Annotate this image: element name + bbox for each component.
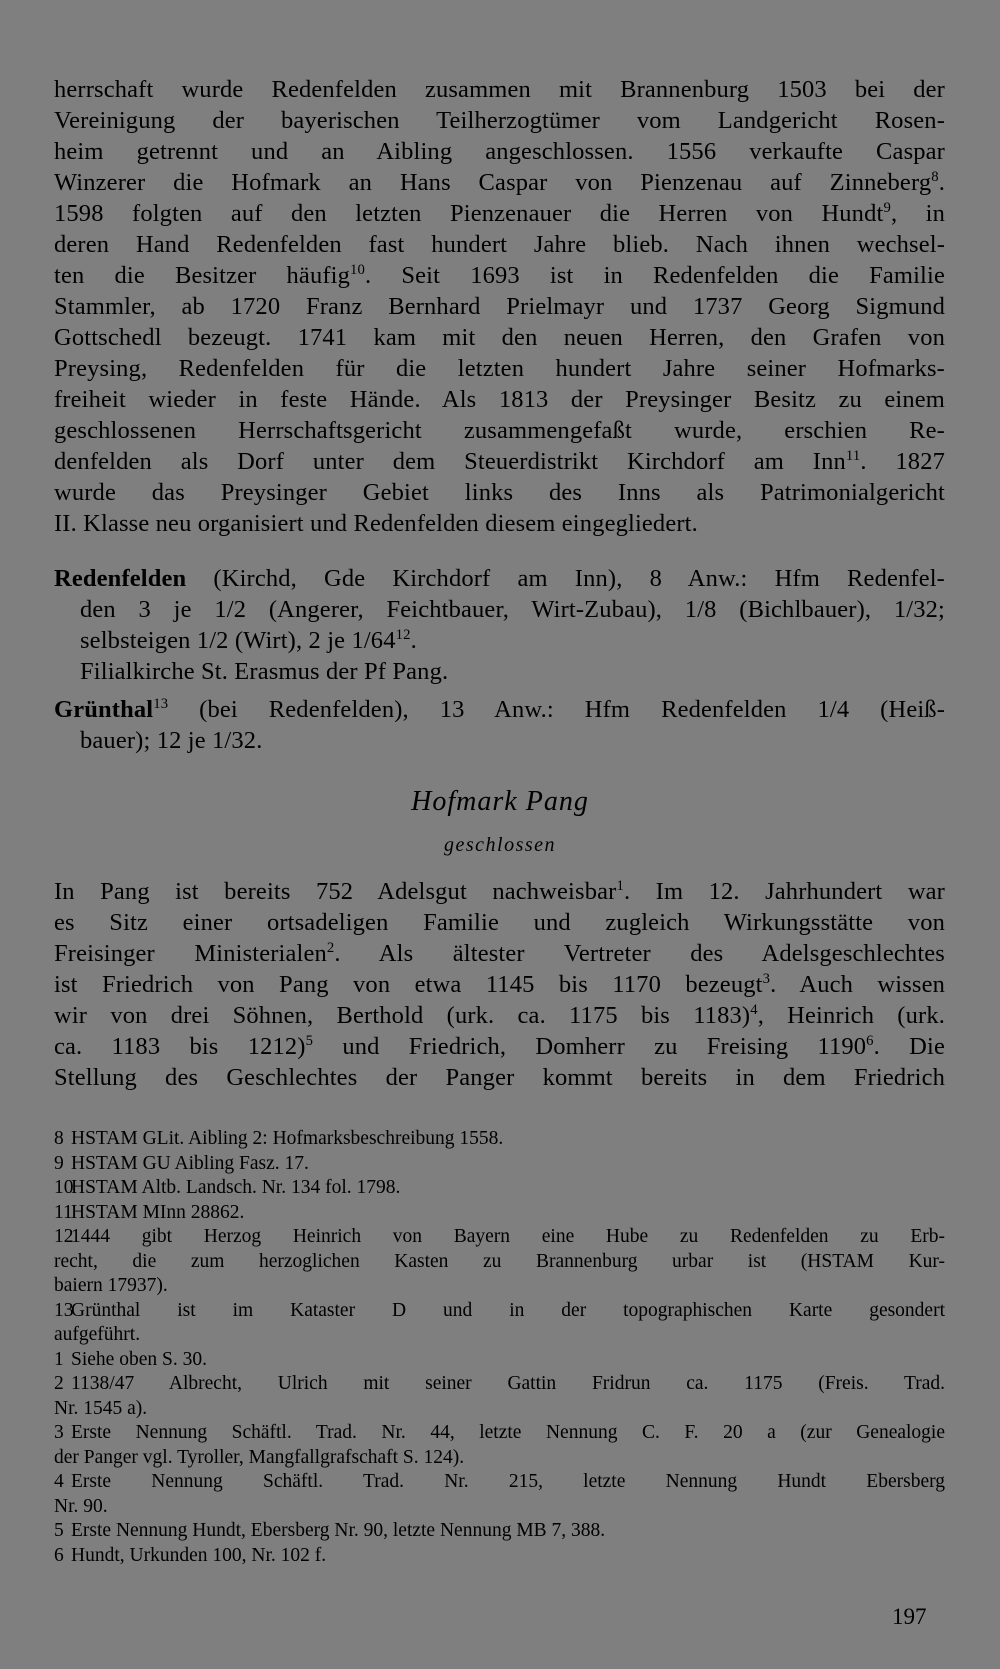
text-line: den 3 je 1/2 (Angerer, Feichtbauer, Wirt-Zubau), 1/8 (Bichlbauer), 1/32;	[80, 596, 946, 623]
pang-paragraph	[54, 876, 945, 1093]
text-line: Freisinger Ministerialen$^2$. Als ältester Vertreter des Adelsgeschlechtes	[54, 939, 945, 967]
footnote-number: 1	[54, 1348, 64, 1370]
footnotes	[54, 1127, 945, 1568]
text-line: es Sitz einer ortsadeligen Familie und zugleich Wirkungsstätte von	[54, 909, 945, 936]
footnote-number: 4	[54, 1471, 64, 1492]
footnote-number: 6	[54, 1544, 64, 1566]
text-line: II. Klasse neu organisiert und Redenfelden diesem eingegliedert.	[54, 510, 698, 537]
fraction: 1/32	[893, 596, 939, 623]
footnote: 11HSTAM MInn 28862.	[54, 1201, 945, 1226]
text-line: deren Hand Redenfelden fast hundert Jahre blieb. Nach ihnen wechsel-	[54, 231, 945, 258]
text-line: Stellung des Geschlechtes der Panger kommt bereits in dem Friedrich	[54, 1064, 945, 1091]
section-subtitle: geschlossen	[443, 834, 557, 856]
footnote-ref: 3	[762, 970, 771, 987]
footnote: 6 Hundt, Urkunden 100, Nr. 102 f.	[54, 1544, 945, 1569]
footnote: 4 Erste Nennung Schäftl. Trad. Nr. 215, letzte Nennung Hundt Ebersberg	[54, 1470, 945, 1495]
footnote: 10HSTAM Altb. Landsch. Nr. 134 fol. 1798.	[54, 1176, 945, 1201]
text-line: Filialkirche St. Erasmus der Pf Pang.	[80, 658, 449, 685]
footnote-ref: 8	[931, 168, 939, 185]
fraction: 1/4	[817, 696, 850, 723]
footnote-number: 2	[54, 1373, 64, 1394]
footnote-continuation: der Panger vgl. Tyroller, Mangfallgrafschaft S. 124).	[54, 1446, 465, 1468]
footnote-number: 5	[54, 1520, 64, 1541]
text-line: selbsteigen 1/2 (Wirt), 2 je $1/64^{12}$.	[80, 626, 417, 654]
footnote-number: 9	[54, 1152, 64, 1174]
text-line: Stammler, ab 1720 Franz Bernhard Prielmayr und 1737 Georg Sigmund	[54, 293, 945, 320]
footnote-ref: 10	[350, 261, 366, 278]
footnote-ref: 1	[616, 877, 624, 894]
text-line: ca. 1183 bis 1212)$^5$ und Friedrich, Domherr zu Freising 1190$^6$. Die	[54, 1032, 945, 1060]
footnote-continuation: baiern 17937).	[54, 1275, 168, 1296]
text-line: wir von drei Söhnen, Berthold (urk. ca. 1175 bis 1183)$^4$, Heinrich (urk.	[54, 1001, 945, 1029]
footnote: 5 Erste Nennung Hundt, Ebersberg Nr. 90, letzte Nennung MB 7, 388.	[54, 1519, 945, 1544]
footnote: 121444 gibt Herzog Heinrich von Bayern eine Hube zu Redenfelden zu Erb-	[54, 1225, 945, 1250]
footnote-ref: 2	[326, 939, 335, 956]
footnote-number: 8	[54, 1128, 64, 1149]
footnote-ref: 11	[845, 447, 861, 464]
footnote-ref: 9	[883, 199, 891, 216]
entry-redenfelden	[54, 563, 945, 687]
fraction: 1/32	[212, 727, 257, 754]
footnote: 1 Siehe oben S. 30.	[54, 1348, 945, 1373]
footnote-number: 13	[54, 1299, 74, 1321]
footnote-ref: 5	[305, 1032, 314, 1049]
fraction: 1/2	[196, 627, 229, 654]
footnote-ref: 4	[750, 1001, 758, 1018]
fraction: 1/2	[214, 596, 247, 623]
text-line: herrschaft wurde Redenfelden zusammen mit Brannenburg 1503 bei der	[54, 76, 945, 103]
footnote-ref: 12	[395, 626, 411, 643]
footnote-number: 11	[54, 1201, 73, 1223]
section-title: Hofmark Pang	[411, 786, 589, 817]
text-line: bauer); 12 je 1/32.	[80, 727, 263, 754]
text-line: denfelden als Dorf unter dem Steuerdistrikt Kirchdorf am Inn$^{11}$. 1827	[54, 447, 945, 475]
fraction: 1/64	[351, 627, 396, 654]
footnote-number: 10	[54, 1177, 74, 1198]
text-line: ten die Besitzer häufig$^{10}$. Seit 1693 ist in Redenfelden die Familie	[54, 261, 945, 289]
entry-gruenthal	[54, 694, 945, 756]
text-line: Grünthal$^{13}$ (bei Redenfelden), 13 Anw.: Hfm Redenfelden 1/4 (Heiß-	[54, 695, 946, 723]
page-number: 197	[892, 1604, 927, 1629]
text-line: Redenfelden (Kirchd, Gde Kirchdorf am Inn), 8 Anw.: Hfm Redenfel-	[54, 565, 945, 592]
intro-paragraph	[54, 74, 945, 539]
footnote: 9 HSTAM GU Aibling Fasz. 17.	[54, 1152, 945, 1177]
footnote-ref: 6	[866, 1032, 874, 1049]
footnote-number: 12	[54, 1226, 74, 1247]
footnote: 13Grünthal ist im Kataster D und in der topographischen Karte gesondert	[54, 1299, 945, 1324]
entry-name: Redenfelden	[54, 565, 187, 592]
text-line: Gottschedl bezeugt. 1741 kam mit den neuen Herren, den Grafen von	[54, 324, 945, 351]
text-line: Vereinigung der bayerischen Teilherzogtümer vom Landgericht Rosen-	[54, 107, 945, 134]
footnote-continuation: Nr. 90.	[54, 1495, 108, 1517]
text-line: Winzerer die Hofmark an Hans Caspar von Pienzenau auf Zinneberg$^8$.	[54, 168, 945, 196]
text-line: heim getrennt und an Aibling angeschlossen. 1556 verkaufte Caspar	[54, 138, 945, 165]
footnote: 2 1138/47 Albrecht, Ulrich mit seiner Gattin Fridrun ca. 1175 (Freis. Trad.	[54, 1372, 945, 1397]
footnote: 8 HSTAM GLit. Aibling 2: Hofmarksbeschreibung 1558.	[54, 1127, 945, 1152]
entry-name: Grünthal	[54, 696, 154, 723]
text-line: ist Friedrich von Pang von etwa 1145 bis 1170 bezeugt$^3$. Auch wissen	[54, 970, 945, 998]
footnote-number: 3	[54, 1422, 64, 1443]
footnote-continuation: recht, die zum herzoglichen Kasten zu Brannenburg urbar ist (HSTAM Kur-	[54, 1250, 945, 1272]
footnote: 3 Erste Nennung Schäftl. Trad. Nr. 44, letzte Nennung C. F. 20 a (zur Genealogie	[54, 1421, 945, 1446]
text-line: Preysing, Redenfelden für die letzten hundert Jahre seiner Hofmarks-	[54, 355, 945, 382]
fraction: 1/8	[684, 596, 717, 623]
footnote-continuation: Nr. 1545 a).	[54, 1397, 148, 1419]
footnote-continuation: aufgeführt.	[54, 1324, 141, 1345]
text-line: geschlossenen Herrschaftsgericht zusammengefaßt wurde, erschien Re-	[54, 417, 945, 444]
text-line: freiheit wieder in feste Hände. Als 1813 der Preysinger Besitz zu einem	[54, 386, 945, 413]
footnote-ref: 13	[153, 695, 169, 712]
text-line: In Pang ist bereits 752 Adelsgut nachweisbar$^1$. Im 12. Jahrhundert war	[54, 877, 945, 905]
text-line: wurde das Preysinger Gebiet links des Inns als Patrimonialgericht	[54, 479, 945, 506]
text-line: 1598 folgten auf den letzten Pienzenauer die Herren von Hundt$^9$, in	[54, 199, 945, 227]
